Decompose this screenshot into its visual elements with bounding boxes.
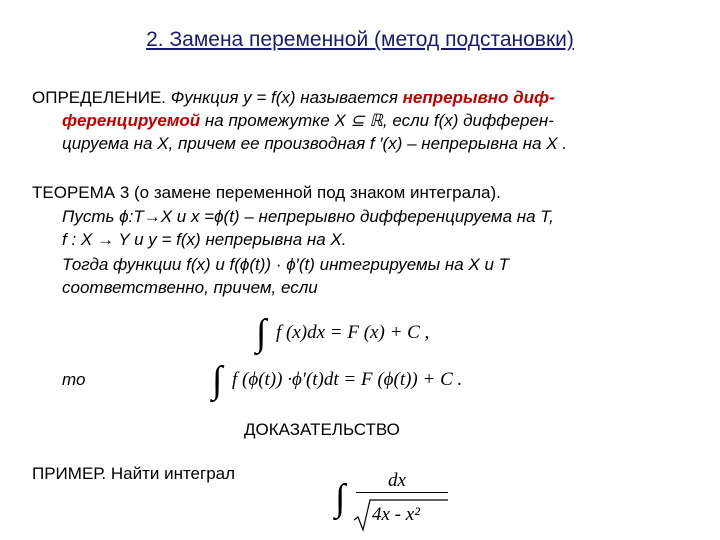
then-word: то xyxy=(62,370,86,389)
integral-sign-3: ∫ xyxy=(335,477,346,519)
theorem-line-4: соответственно, причем, если xyxy=(62,278,318,297)
definition-highlight-1: непрерывно диф- xyxy=(402,88,555,107)
definition-line-2 xyxy=(62,109,698,132)
example-numerator: dx xyxy=(388,470,406,491)
definition-line-3 xyxy=(62,132,698,155)
example-denominator: 4x - x² xyxy=(372,504,420,525)
fraction-bar xyxy=(356,492,448,493)
integral-sign-1: ∫ xyxy=(256,312,267,354)
definition-highlight-2: ференцируемой xyxy=(62,111,201,130)
definition-line-1 xyxy=(32,86,698,109)
definition-label: ОПРЕДЕЛЕНИЕ. xyxy=(32,88,167,107)
integral-sign-2: ∫ xyxy=(212,359,223,401)
theorem-line-2: f : X → Y и y = f(x) непрерывна на X. xyxy=(62,230,347,249)
formula-1: f (x)dx = F (x) + C , xyxy=(276,322,430,343)
example-text: ПРИМЕР. Найти интеграл xyxy=(32,464,236,483)
definition-text-2: на промежутке X ⊆ ℝ, если f(x) дифферен- xyxy=(204,111,554,130)
proof-heading: ДОКАЗАТЕЛЬСТВО xyxy=(244,420,400,439)
theorem-line-1: Пусть ϕ:T→X и x =ϕ(t) – непрерывно дифференцируема на T, xyxy=(62,207,554,226)
definition-text-1: Функция y = f(x) называется xyxy=(170,88,398,107)
slide-title: 2. Замена переменной (метод подстановки) xyxy=(146,28,574,51)
formula-2: f (ϕ(t)) ·ϕ′(t)dt = F (ϕ(t)) + C . xyxy=(232,369,463,390)
theorem-line-3: Тогда функции f(x) и f(ϕ(t)) · ϕ′(t) интегрируемы на X и T xyxy=(62,255,510,274)
definition-text-3: цируема на X, причем ее производная f ′(x) – непрерывна на X . xyxy=(62,134,568,153)
theorem-heading: ТЕОРЕМА 3 (о замене переменной под знаком интеграла). xyxy=(32,183,501,202)
